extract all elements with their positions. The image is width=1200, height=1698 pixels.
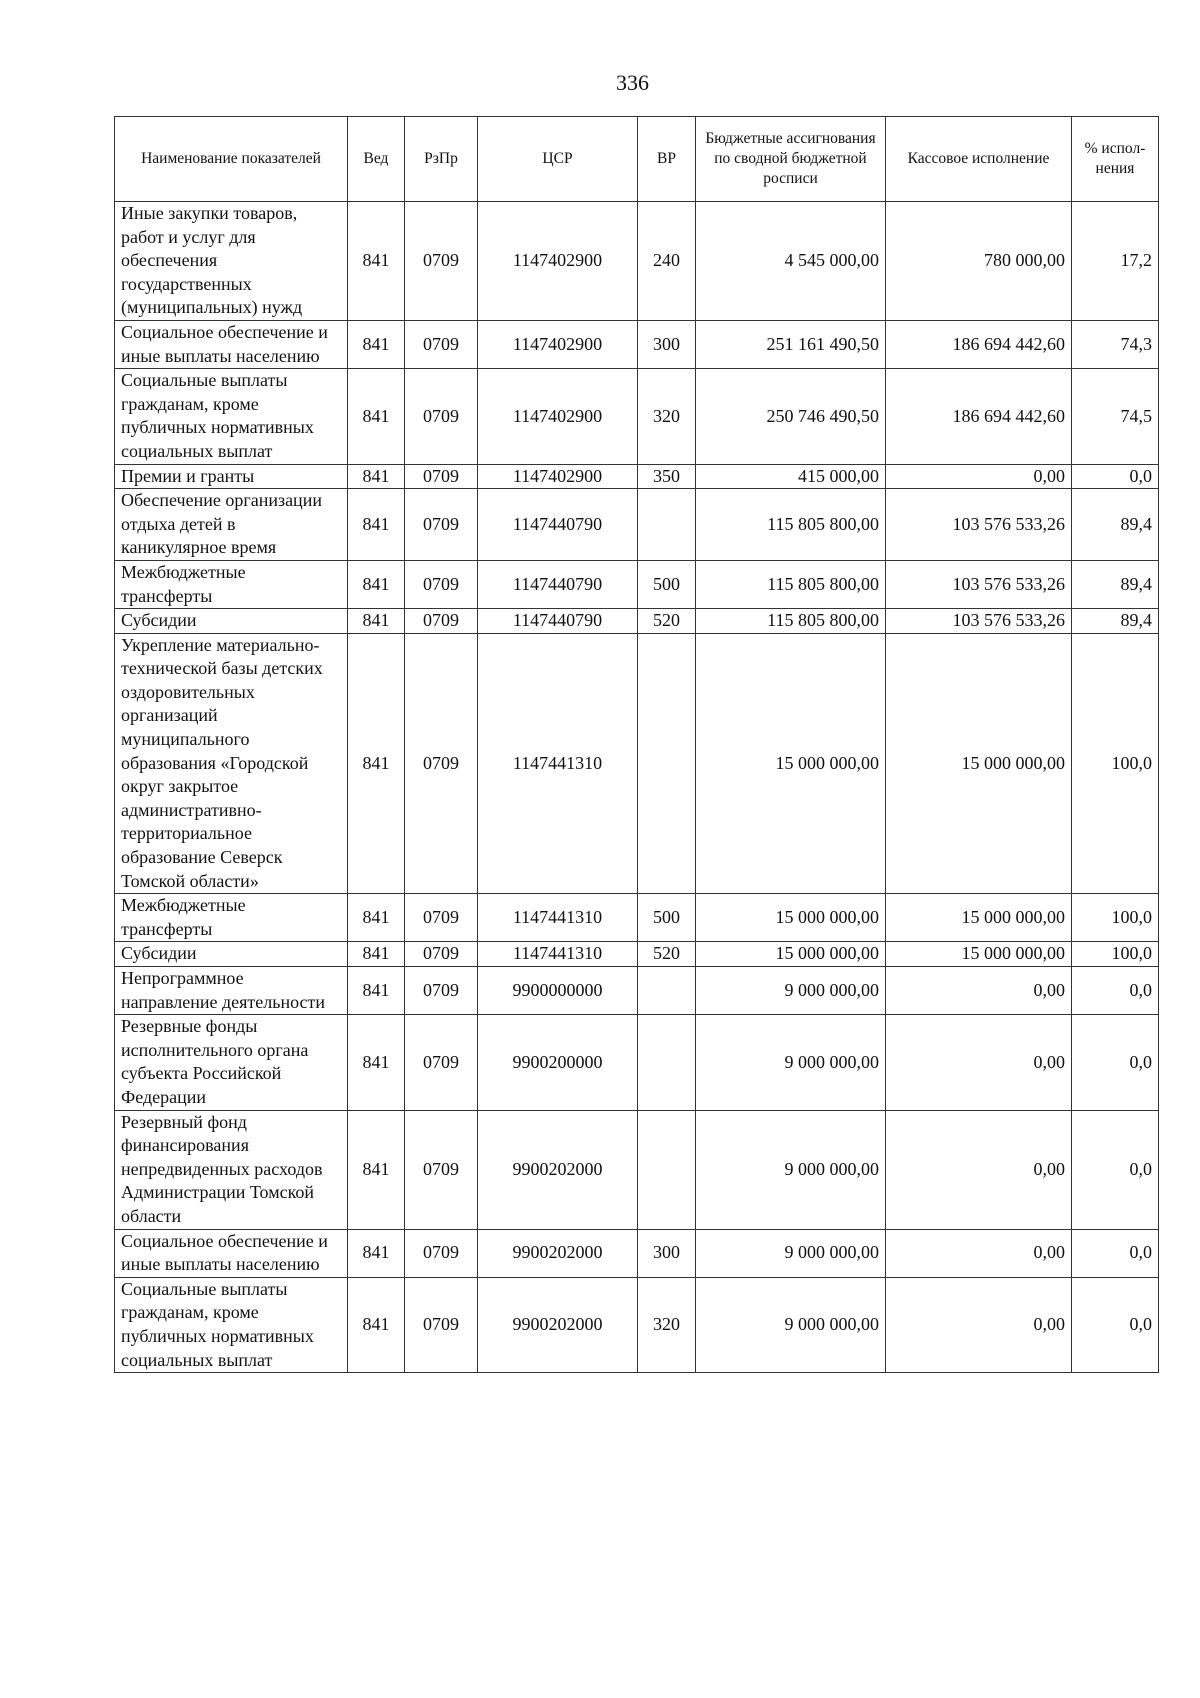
cell-percent: 89,4 bbox=[1072, 489, 1159, 561]
cell-name: Социальное обеспечение и иные выплаты населению bbox=[115, 1229, 348, 1277]
header-vr: ВР bbox=[638, 117, 696, 202]
cell-name: Социальное обеспечение и иные выплаты населению bbox=[115, 320, 348, 368]
cell-percent: 100,0 bbox=[1072, 894, 1159, 942]
cell-percent: 0,0 bbox=[1072, 464, 1159, 489]
table-row bbox=[115, 942, 1159, 967]
table-row bbox=[115, 369, 1159, 464]
header-rzpr: РзПр bbox=[405, 117, 478, 202]
header-allocations: Бюджетные ассигнования по сводной бюджетной росписи bbox=[696, 117, 886, 202]
cell-execution: 0,00 bbox=[886, 1277, 1072, 1372]
cell-csr: 1147402900 bbox=[478, 464, 638, 489]
cell-ved: 841 bbox=[348, 560, 405, 608]
cell-allocations: 9 000 000,00 bbox=[696, 1110, 886, 1229]
cell-rzpr: 0709 bbox=[405, 202, 478, 321]
cell-ved: 841 bbox=[348, 942, 405, 967]
cell-vr: 520 bbox=[638, 609, 696, 634]
table-row bbox=[115, 560, 1159, 608]
cell-csr: 1147402900 bbox=[478, 202, 638, 321]
table-row bbox=[115, 1110, 1159, 1229]
cell-csr: 1147441310 bbox=[478, 942, 638, 967]
cell-allocations: 115 805 800,00 bbox=[696, 609, 886, 634]
cell-csr: 1147402900 bbox=[478, 320, 638, 368]
cell-percent: 89,4 bbox=[1072, 560, 1159, 608]
cell-percent: 74,3 bbox=[1072, 320, 1159, 368]
cell-rzpr: 0709 bbox=[405, 633, 478, 894]
cell-allocations: 115 805 800,00 bbox=[696, 560, 886, 608]
table-body bbox=[115, 202, 1159, 1373]
cell-execution: 0,00 bbox=[886, 967, 1072, 1015]
table-row bbox=[115, 464, 1159, 489]
cell-ved: 841 bbox=[348, 967, 405, 1015]
cell-vr: 500 bbox=[638, 894, 696, 942]
cell-allocations: 15 000 000,00 bbox=[696, 942, 886, 967]
cell-ved: 841 bbox=[348, 369, 405, 464]
cell-name: Субсидии bbox=[115, 942, 348, 967]
cell-ved: 841 bbox=[348, 1015, 405, 1110]
cell-csr: 9900202000 bbox=[478, 1229, 638, 1277]
cell-csr: 1147440790 bbox=[478, 560, 638, 608]
table-row bbox=[115, 489, 1159, 561]
cell-vr: 300 bbox=[638, 320, 696, 368]
cell-execution: 0,00 bbox=[886, 464, 1072, 489]
cell-allocations: 4 545 000,00 bbox=[696, 202, 886, 321]
cell-csr: 9900200000 bbox=[478, 1015, 638, 1110]
cell-allocations: 250 746 490,50 bbox=[696, 369, 886, 464]
cell-allocations: 15 000 000,00 bbox=[696, 633, 886, 894]
cell-vr: 240 bbox=[638, 202, 696, 321]
cell-execution: 103 576 533,26 bbox=[886, 609, 1072, 634]
cell-percent: 0,0 bbox=[1072, 967, 1159, 1015]
table-row bbox=[115, 1229, 1159, 1277]
cell-percent: 0,0 bbox=[1072, 1015, 1159, 1110]
cell-rzpr: 0709 bbox=[405, 1229, 478, 1277]
cell-rzpr: 0709 bbox=[405, 609, 478, 634]
cell-ved: 841 bbox=[348, 633, 405, 894]
cell-allocations: 415 000,00 bbox=[696, 464, 886, 489]
cell-csr: 1147440790 bbox=[478, 489, 638, 561]
cell-allocations: 251 161 490,50 bbox=[696, 320, 886, 368]
cell-ved: 841 bbox=[348, 320, 405, 368]
cell-percent: 0,0 bbox=[1072, 1229, 1159, 1277]
cell-execution: 103 576 533,26 bbox=[886, 560, 1072, 608]
cell-csr: 1147402900 bbox=[478, 369, 638, 464]
table-row bbox=[115, 202, 1159, 321]
cell-name: Субсидии bbox=[115, 609, 348, 634]
cell-rzpr: 0709 bbox=[405, 1110, 478, 1229]
cell-ved: 841 bbox=[348, 1277, 405, 1372]
cell-rzpr: 0709 bbox=[405, 560, 478, 608]
table-row bbox=[115, 609, 1159, 634]
cell-allocations: 9 000 000,00 bbox=[696, 1015, 886, 1110]
cell-rzpr: 0709 bbox=[405, 489, 478, 561]
cell-percent: 100,0 bbox=[1072, 942, 1159, 967]
cell-execution: 0,00 bbox=[886, 1110, 1072, 1229]
cell-execution: 0,00 bbox=[886, 1229, 1072, 1277]
cell-execution: 15 000 000,00 bbox=[886, 633, 1072, 894]
header-name: Наименование показателей bbox=[115, 117, 348, 202]
cell-vr: 320 bbox=[638, 369, 696, 464]
header-ved: Вед bbox=[348, 117, 405, 202]
cell-name: Межбюджетные трансферты bbox=[115, 894, 348, 942]
cell-allocations: 115 805 800,00 bbox=[696, 489, 886, 561]
cell-ved: 841 bbox=[348, 1110, 405, 1229]
table-header-row bbox=[115, 117, 1159, 202]
table-row bbox=[115, 1277, 1159, 1372]
cell-execution: 780 000,00 bbox=[886, 202, 1072, 321]
cell-allocations: 9 000 000,00 bbox=[696, 1229, 886, 1277]
cell-name: Социальные выплаты гражданам, кроме публичных нормативных социальных выплат bbox=[115, 1277, 348, 1372]
cell-vr: 520 bbox=[638, 942, 696, 967]
table-row bbox=[115, 633, 1159, 894]
cell-name: Премии и гранты bbox=[115, 464, 348, 489]
cell-csr: 1147441310 bbox=[478, 894, 638, 942]
cell-ved: 841 bbox=[348, 1229, 405, 1277]
cell-vr bbox=[638, 489, 696, 561]
cell-csr: 9900000000 bbox=[478, 967, 638, 1015]
budget-execution-table bbox=[114, 116, 1159, 1373]
cell-vr: 350 bbox=[638, 464, 696, 489]
cell-name: Непрограммное направление деятельности bbox=[115, 967, 348, 1015]
cell-vr bbox=[638, 633, 696, 894]
table-row bbox=[115, 894, 1159, 942]
cell-rzpr: 0709 bbox=[405, 464, 478, 489]
cell-vr: 500 bbox=[638, 560, 696, 608]
cell-name: Укрепление материально-технической базы детских оздоровительных организаций муниципального образования «Городской округ закрытое административно-территориальное образование Северск Томской области» bbox=[115, 633, 348, 894]
cell-execution: 15 000 000,00 bbox=[886, 894, 1072, 942]
header-percent: % испол-нения bbox=[1072, 117, 1159, 202]
cell-rzpr: 0709 bbox=[405, 967, 478, 1015]
cell-execution: 103 576 533,26 bbox=[886, 489, 1072, 561]
cell-rzpr: 0709 bbox=[405, 1015, 478, 1110]
cell-vr: 300 bbox=[638, 1229, 696, 1277]
table-row bbox=[115, 1015, 1159, 1110]
cell-vr bbox=[638, 1015, 696, 1110]
cell-ved: 841 bbox=[348, 202, 405, 321]
header-csr: ЦСР bbox=[478, 117, 638, 202]
cell-csr: 9900202000 bbox=[478, 1277, 638, 1372]
cell-csr: 1147440790 bbox=[478, 609, 638, 634]
cell-name: Резервный фонд финансирования непредвиденных расходов Администрации Томской области bbox=[115, 1110, 348, 1229]
cell-ved: 841 bbox=[348, 464, 405, 489]
cell-name: Социальные выплаты гражданам, кроме публичных нормативных социальных выплат bbox=[115, 369, 348, 464]
cell-rzpr: 0709 bbox=[405, 320, 478, 368]
cell-csr: 9900202000 bbox=[478, 1110, 638, 1229]
cell-percent: 89,4 bbox=[1072, 609, 1159, 634]
cell-vr bbox=[638, 967, 696, 1015]
cell-vr bbox=[638, 1110, 696, 1229]
header-execution: Кассовое исполнение bbox=[886, 117, 1072, 202]
cell-allocations: 9 000 000,00 bbox=[696, 967, 886, 1015]
cell-csr: 1147441310 bbox=[478, 633, 638, 894]
cell-name: Межбюджетные трансферты bbox=[115, 560, 348, 608]
cell-rzpr: 0709 bbox=[405, 942, 478, 967]
cell-percent: 100,0 bbox=[1072, 633, 1159, 894]
cell-percent: 74,5 bbox=[1072, 369, 1159, 464]
cell-percent: 17,2 bbox=[1072, 202, 1159, 321]
cell-percent: 0,0 bbox=[1072, 1110, 1159, 1229]
cell-rzpr: 0709 bbox=[405, 894, 478, 942]
cell-allocations: 9 000 000,00 bbox=[696, 1277, 886, 1372]
cell-ved: 841 bbox=[348, 894, 405, 942]
cell-ved: 841 bbox=[348, 489, 405, 561]
cell-name: Обеспечение организации отдыха детей в каникулярное время bbox=[115, 489, 348, 561]
page-number: 336 bbox=[616, 70, 649, 95]
cell-percent: 0,0 bbox=[1072, 1277, 1159, 1372]
table-row bbox=[115, 967, 1159, 1015]
cell-execution: 15 000 000,00 bbox=[886, 942, 1072, 967]
cell-rzpr: 0709 bbox=[405, 369, 478, 464]
table-row bbox=[115, 320, 1159, 368]
cell-name: Иные закупки товаров, работ и услуг для обеспечения государственных (муниципальных) нужд bbox=[115, 202, 348, 321]
cell-execution: 186 694 442,60 bbox=[886, 320, 1072, 368]
cell-ved: 841 bbox=[348, 609, 405, 634]
cell-execution: 0,00 bbox=[886, 1015, 1072, 1110]
cell-allocations: 15 000 000,00 bbox=[696, 894, 886, 942]
cell-name: Резервные фонды исполнительного органа субъекта Российской Федерации bbox=[115, 1015, 348, 1110]
cell-vr: 320 bbox=[638, 1277, 696, 1372]
cell-rzpr: 0709 bbox=[405, 1277, 478, 1372]
cell-execution: 186 694 442,60 bbox=[886, 369, 1072, 464]
